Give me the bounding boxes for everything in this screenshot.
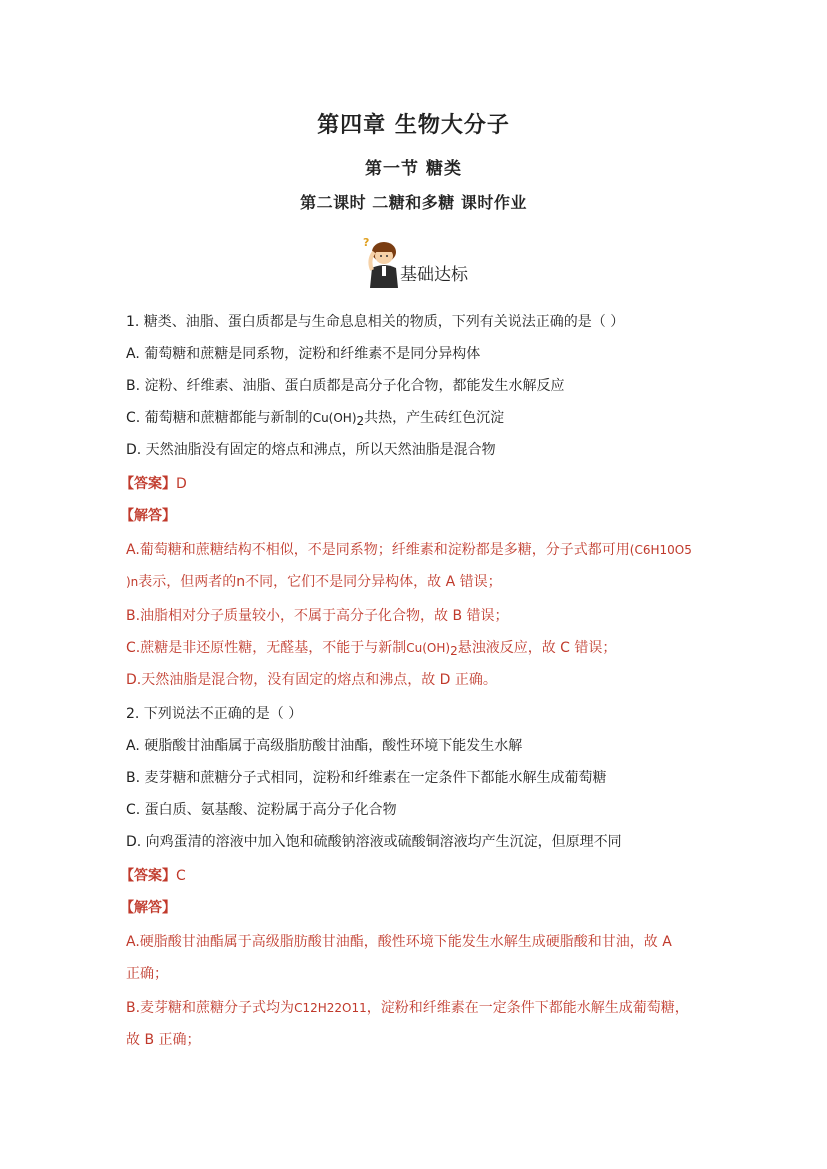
q1-explain-a-formula: (C6H10O5 xyxy=(629,543,692,557)
q2-explain-b xyxy=(126,998,706,1018)
q1-explain-a xyxy=(126,540,706,560)
q1-explain-c-text-end: 悬浊液反应，故 C 错误； xyxy=(457,640,617,656)
q2-explain-tag: 【解答】 xyxy=(120,900,176,916)
q2-explain-a-cont: 正确； xyxy=(126,966,168,982)
q1-explain-a-formula-end: )n xyxy=(126,575,139,589)
q2-stem: 2. 下列说法不正确的是（ ） xyxy=(126,706,303,722)
q2-explain-b-cont: 故 B 正确； xyxy=(126,1032,201,1048)
q2-option-b: B. 麦芽糖和蔗糖分子式相同，淀粉和纤维素在一定条件下都能水解生成葡萄糖 xyxy=(126,770,607,786)
q1-explain-c-formula-sub: 2 xyxy=(450,644,458,658)
q1-explain-c xyxy=(126,638,706,661)
q1-option-c-text-end: 共热，产生砖红色沉淀 xyxy=(364,410,505,426)
banner-label: 基础达标 xyxy=(400,265,468,285)
section-title: 第一节 糖类 xyxy=(365,159,462,179)
answer-value: C xyxy=(176,868,186,884)
q1-option-d: D. 天然油脂没有固定的熔点和沸点，所以天然油脂是混合物 xyxy=(126,442,496,458)
q1-explain-b: B.油脂相对分子质量较小，不属于高分子化合物，故 B 错误； xyxy=(126,608,509,624)
q1-option-a: A. 葡萄糖和蔗糖是同系物，淀粉和纤维素不是同分异构体 xyxy=(126,346,481,362)
q1-option-c xyxy=(126,408,706,431)
q1-explain-a-cont xyxy=(126,572,706,592)
answer-value: D xyxy=(176,476,187,492)
q2-answer xyxy=(120,866,700,886)
student-thinking-icon xyxy=(360,234,404,288)
q1-option-c-formula: Cu(OH) xyxy=(312,411,357,425)
q1-stem: 1. 糖类、油脂、蛋白质都是与生命息息相关的物质，下列有关说法正确的是（ ） xyxy=(126,314,625,330)
q2-option-a: A. 硬脂酸甘油酯属于高级脂肪酸甘油酯，酸性环境下能发生水解 xyxy=(126,738,523,754)
q2-explain-b-text-end: ，淀粉和纤维素在一定条件下都能水解生成葡萄糖， xyxy=(366,1000,689,1016)
q1-explain-a-text-end: 表示，但两者的n不同，它们不是同分异构体，故 A 错误； xyxy=(138,574,502,590)
q1-explain-a-text: A.葡萄糖和蔗糖结构不相似，不是同系物；纤维素和淀粉都是多糖，分子式都可用 xyxy=(126,542,630,558)
svg-text:?: ? xyxy=(363,236,370,249)
q2-explain-b-formula: C12H22O11 xyxy=(294,1001,367,1015)
lesson-title: 第二课时 二糖和多糖 课时作业 xyxy=(300,193,527,212)
q2-option-c: C. 蛋白质、氨基酸、淀粉属于高分子化合物 xyxy=(126,802,397,818)
q2-explain-a: A.硬脂酸甘油酯属于高级脂肪酸甘油酯，酸性环境下能发生水解生成硬脂酸和甘油，故 A xyxy=(126,934,672,950)
chapter-title: 第四章 生物大分子 xyxy=(317,113,510,138)
answer-tag: 【答案】 xyxy=(120,868,176,884)
q2-explain-b-text: B.麦芽糖和蔗糖分子式均为 xyxy=(126,1000,295,1016)
answer-tag: 【答案】 xyxy=(120,476,176,492)
q1-option-b: B. 淀粉、纤维素、油脂、蛋白质都是高分子化合物，都能发生水解反应 xyxy=(126,378,565,394)
q2-option-d: D. 向鸡蛋清的溶液中加入饱和硫酸钠溶液或硫酸铜溶液均产生沉淀，但原理不同 xyxy=(126,834,622,850)
q1-explain-c-formula: Cu(OH) xyxy=(406,641,451,655)
q1-explain-d: D.天然油脂是混合物，没有固定的熔点和沸点，故 D 正确。 xyxy=(126,672,497,688)
q1-explain-c-text: C.蔗糖是非还原性糖，无醛基，不能于与新制 xyxy=(126,640,407,656)
q1-explain-tag: 【解答】 xyxy=(120,508,176,524)
q1-option-c-formula-sub: 2 xyxy=(356,414,365,428)
q1-option-c-text: C. 葡萄糖和蔗糖都能与新制的 xyxy=(126,410,313,426)
q1-answer xyxy=(120,474,700,494)
basic-level-banner xyxy=(360,234,500,288)
